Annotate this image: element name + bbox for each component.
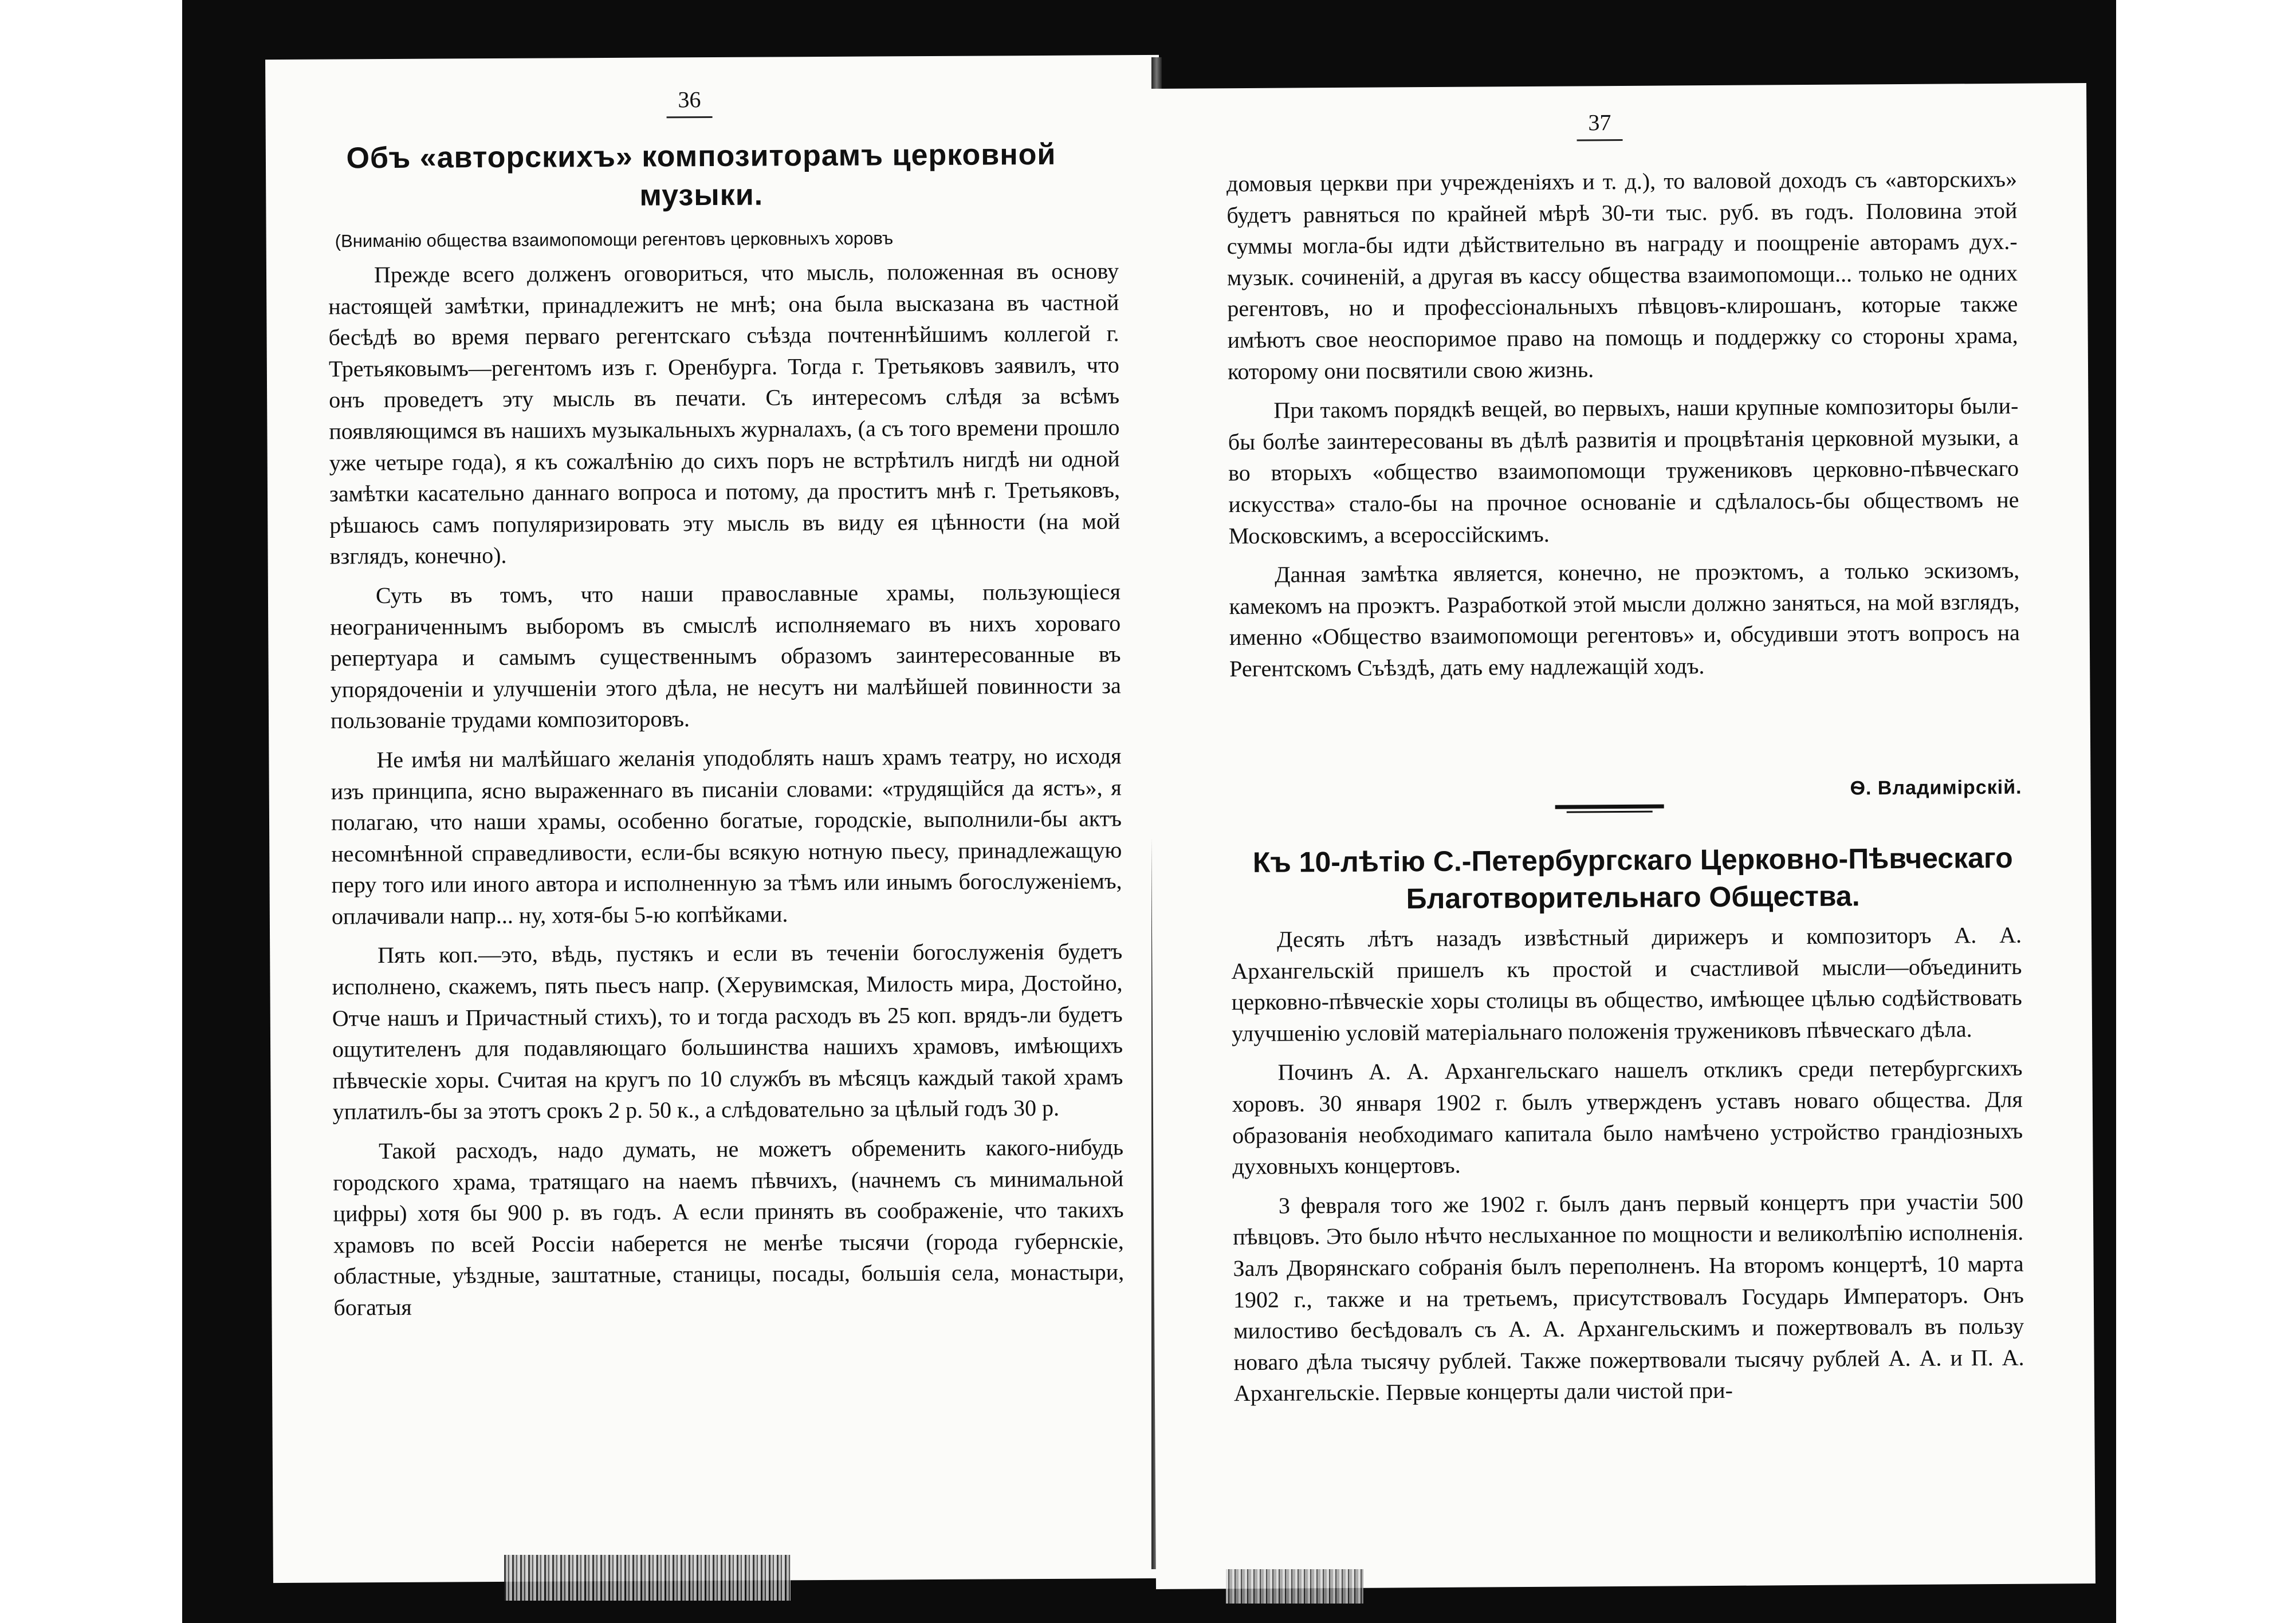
page-number: 37 xyxy=(1576,109,1622,141)
page-number: 36 xyxy=(666,86,712,118)
section-divider xyxy=(1552,805,1667,817)
paragraph: Прежде всего долженъ оговориться, что мысль, положенная въ основу настоящей замѣтки, принадлежитъ не мнѣ; она была высказана въ частной бесѣдѣ во время перваго регентскаго съѣзда почтеннѣйшимъ коллегой г. Третьяковымъ—регентомъ изъ г. Оренбурга. Тогда г. Третьяковъ заявилъ, что онъ проведетъ эту мысль въ печати. Съ интересомъ слѣдя за всѣмъ появляющимся въ нашихъ музыкальныхъ журналахъ, (а съ того времени прошло уже четыре года), я къ сожалѣнію до сихъ поръ не встрѣтилъ нигдѣ ни одной замѣтки касательно даннаго вопроса и потому, да проститъ мнѣ г. Третьяковъ, рѣшаюсь самъ популяризировать эту мысль въ виду ея цѣнности (на мой взглядъ, конечно). xyxy=(328,258,1121,569)
author-signature: Ѳ. Владимірскій. xyxy=(1850,776,2022,799)
paragraph: Суть въ томъ, что наши православные храмы, пользующіеся неограниченнымъ выборомъ въ смыслѣ исполняемаго въ нихъ хороваго репертуара и самымъ существеннымъ образомъ заинтересованные въ упорядоченіи и улучшеніи этого дѣла, не несутъ ни малѣйшей повинности за пользованіе трудами композиторовъ. xyxy=(330,578,1121,734)
article-body xyxy=(328,255,1125,1323)
article-title: Объ «авторскихъ» композиторамъ церковной музыки. xyxy=(346,137,1056,212)
second-article-body xyxy=(1231,920,2024,1409)
paragraph: Пять коп.—это, вѣдь, пустякъ и если въ теченіи богослуженія будетъ исполнено, скажемъ, пять пьесъ напр. (Херувимская, Милость мира, Достойно, Отче нашъ и Причастный стихъ), то и тогда расходъ въ 25 коп. врядъ-ли будетъ ощутителенъ для подавляющаго большинства нашихъ храмовъ, имѣющихъ пѣвческіе хоры. Считая на кругъ по 10 службъ въ мѣсяцъ каждый такой храмъ уплатилъ-бы за этотъ срокъ 2 р. 50 к., а слѣдовательно за цѣлый годъ 30 р. xyxy=(332,938,1123,1125)
article-subtitle: (Вниманію общества взаимопомощи регентовъ церковныхъ хоровъ xyxy=(335,228,894,251)
article-body-continued xyxy=(1226,164,2020,685)
paragraph: Починъ А. А. Архангельскаго нашелъ откликъ среди петербургскихъ хоровъ. 30 января 1902 г. былъ утвержденъ уставъ новаго общества. Для образованія необходимаго капитала было намѣчено устройство грандіозныхъ духовныхъ концертовъ. xyxy=(1232,1055,2023,1180)
paragraph: Десять лѣтъ назадъ извѣстный дирижеръ и композиторъ А. А. Архангельскій пришелъ къ простой и счастливой мысли—объединить церковно-пѣвческіе хоры столицы въ общество, имѣющее цѣлью содѣйствовать улучшенію условій матеріальнаго положенія тружениковъ пѣвческаго дѣла. xyxy=(1231,921,2022,1046)
paragraph: домовыя церкви при учрежденіяхъ и т. д.), то валовой доходъ съ «авторскихъ» будетъ равняться по крайней мѣрѣ 30-ти тыс. руб. въ годъ. Половина этой суммы могла-бы идти дѣйствительно въ награду и поощреніе авторамъ дух.-музык. сочиненій, а другая въ кассу общества взаимопомощи... только не одних регентовъ, но и профессіональныхъ пѣвцовъ-клирошанъ, которые также имѣютъ свое неоспоримое право на помощь и поддержку со стороны храма, которому они посвятили свою жизнь. xyxy=(1226,166,2018,384)
paragraph: 3 февраля того же 1902 г. былъ данъ первый концертъ при участіи 500 пѣвцовъ. Это было нѣчто неслыханное по мощности и великолѣпію исполненія. Залъ Дворянскаго собранія былъ переполненъ. На второмъ концертѣ, 10 марта 1902 г., также и на третьемъ, присутствовалъ Государь Императоръ. Онъ милостиво бесѣдовалъ съ А. А. Архангельскимъ и пожертвовалъ въ пользу новаго дѣла тысячу рублей. Также пожертвовали тысячу рублей А. А. и П. А. Архангельскіе. Первые концерты дали чистой при- xyxy=(1233,1188,2024,1407)
scan-artifact xyxy=(1226,1569,1363,1604)
paragraph: Не имѣя ни малѣйшаго желанія уподоблять нашъ храмъ театру, но исходя изъ принципа, ясно выраженнаго въ писаніи словами: «трудящійся да ястъ», я полагаю, что наши храмы, особенно богатые, городскіе, выполнили-бы актъ несомнѣнной справедливости, если-бы всякую нотную пьесу, принадлежащую перу того или иного автора и исполненную за тѣмъ или инымъ богослуженіемъ, оплачивали напр... ну, хотя-бы 5-ю копѣйками. xyxy=(331,743,1122,929)
paragraph: Такой расходъ, надо думать, не можетъ обременить какого-нибудь городского храма, тратящаго на наемъ пѣвчихъ, (начнемъ съ минимальной цифры) хотя бы 900 р. въ годъ. А если принять въ соображеніе, что такихъ храмовъ по всей Россіи наберется не менѣе тысячи (города губернскіе, областные, уѣздные, заштатные, станицы, посады, большія села, монастыри, богатыя xyxy=(333,1134,1125,1321)
second-article-title: Къ 10-лѣтію С.-Петербургскаго Церковно-Пѣвческаго Благотворительнаго Общества. xyxy=(1252,841,2013,915)
left-page xyxy=(265,55,1167,1583)
right-page xyxy=(1147,83,2096,1589)
scan-artifact xyxy=(504,1555,791,1601)
paragraph: При такомъ порядкѣ вещей, во первыхъ, наши крупные композиторы были-бы болѣе заинтересованы въ дѣлѣ развитія и процвѣтанія церковной музыки, а во вторыхъ «общество взаимопомощи тружениковъ церковно-пѣвческаго искусства» стало-бы на прочное основаніе и сдѣлалось-бы обществомъ не Московскимъ, а всероссійскимъ. xyxy=(1228,392,2019,549)
paragraph: Данная замѣтка является, конечно, не проэктомъ, а только эскизомъ, камекомъ на проэктъ. Разработкой этой мысли должно заняться, на мой взглядъ, именно «Общество взаимопомощи регентовъ» и, обсудивши этотъ вопросъ на Регентскомъ Съѣздѣ, дать ему надлежащій ходъ. xyxy=(1229,557,2020,682)
